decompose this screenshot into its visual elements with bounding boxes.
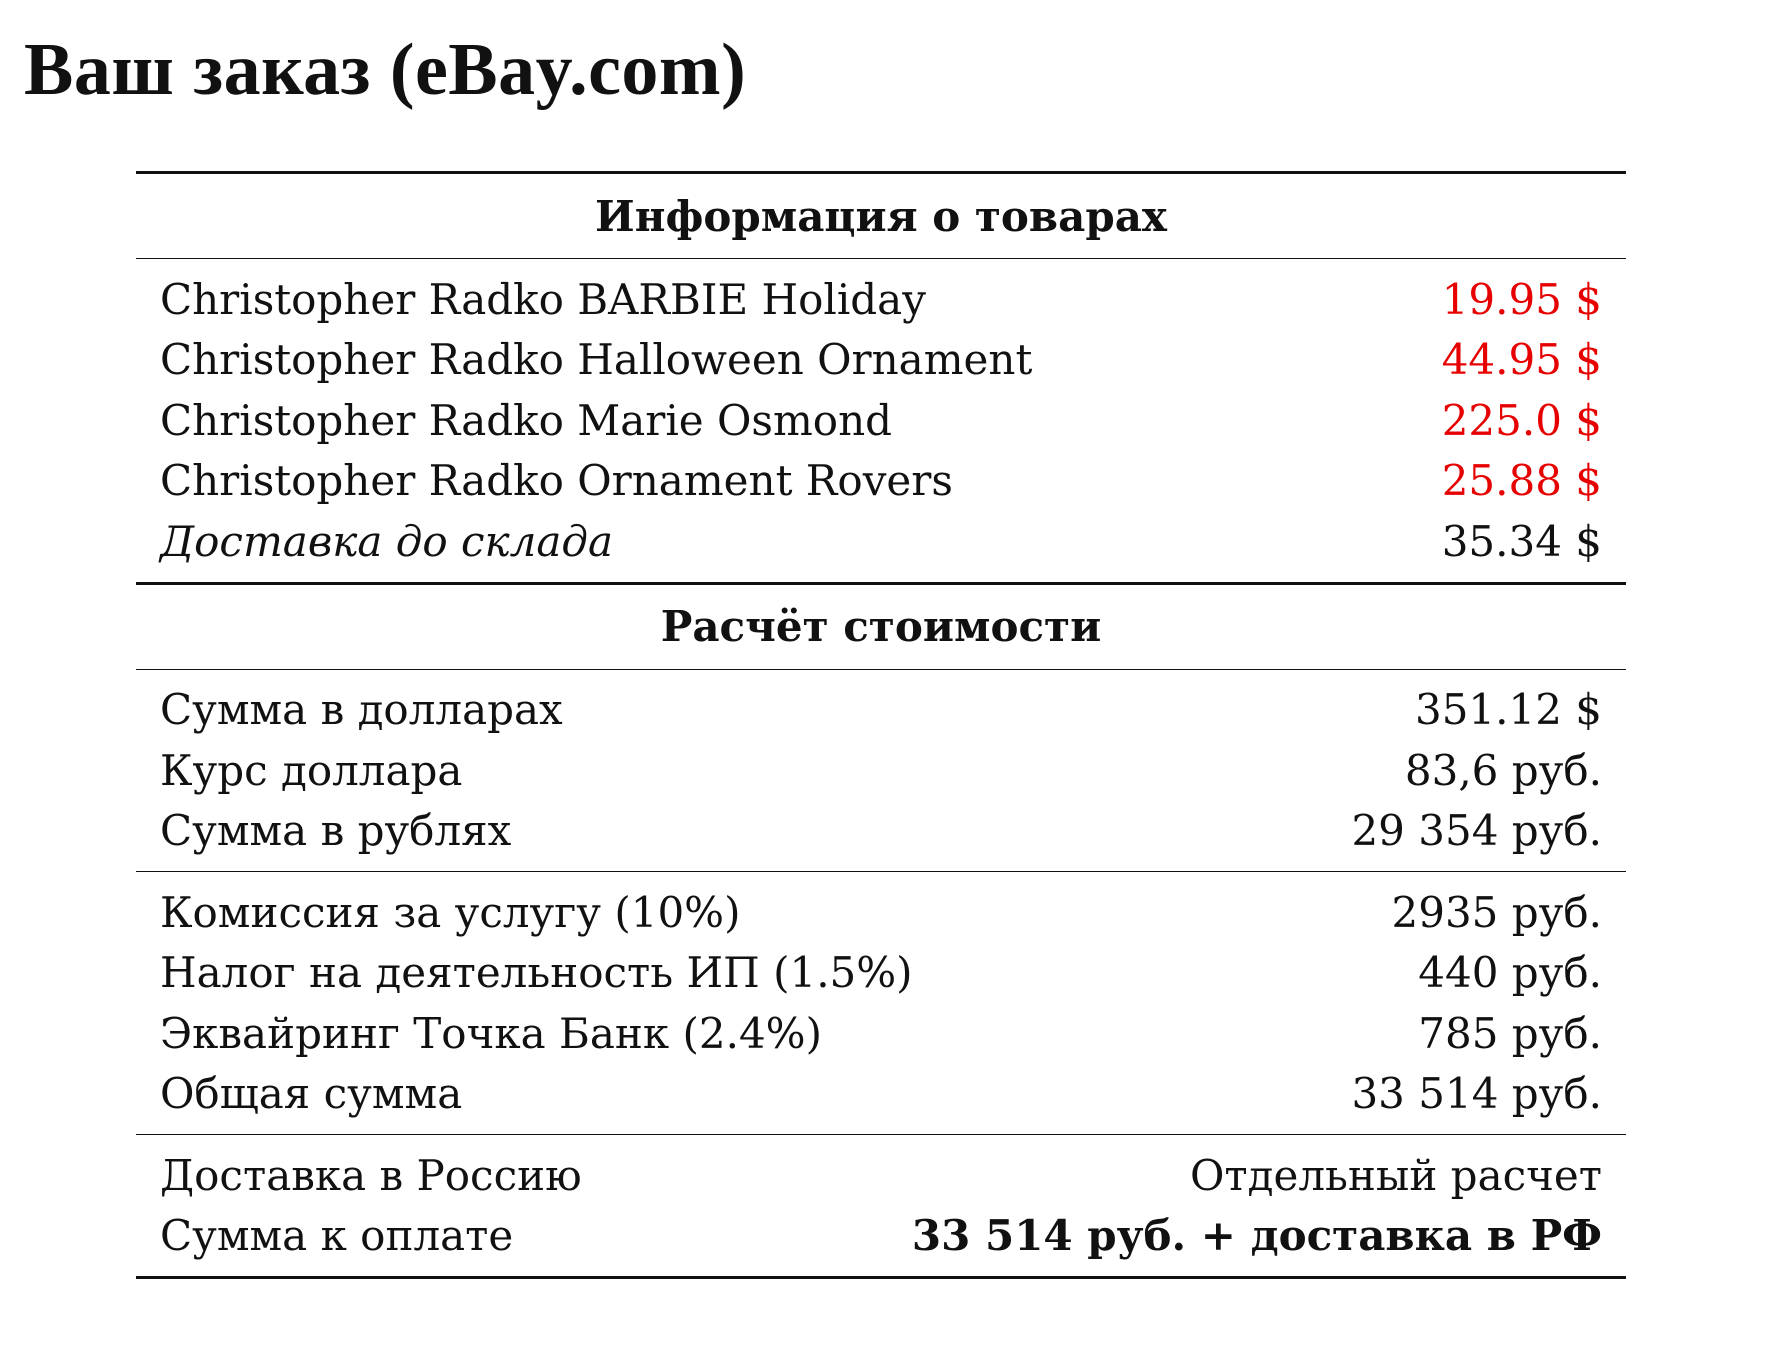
russia-shipping-row bbox=[136, 1145, 1626, 1206]
item-name: Christopher Radko Ornament Rovers bbox=[160, 456, 953, 506]
exchange-rate-row bbox=[136, 740, 1626, 801]
item-name: Christopher Radko BARBIE Holiday bbox=[160, 274, 926, 324]
service-fee-label: Комиссия за услугу (10%) bbox=[160, 887, 741, 937]
items-section-heading: Информация о товарах bbox=[595, 191, 1167, 241]
item-name: Christopher Radko Marie Osmond bbox=[160, 395, 893, 445]
order-table bbox=[136, 171, 1626, 1279]
amount-due-value: 33 514 руб. + доставка в РФ bbox=[911, 1211, 1602, 1261]
page-title: Ваш заказ (eBay.com) bbox=[24, 29, 747, 111]
items-group bbox=[136, 259, 1626, 582]
rub-total-value: 29 354 руб. bbox=[1351, 806, 1602, 856]
item-price: 25.88 $ bbox=[1441, 456, 1602, 506]
service-fee-row bbox=[136, 882, 1626, 943]
item-name: Christopher Radko Halloween Ornament bbox=[160, 335, 1033, 385]
final-group bbox=[136, 1135, 1626, 1276]
warehouse-shipping-label: Доставка до склада bbox=[160, 516, 614, 566]
grand-total-label: Общая сумма bbox=[160, 1069, 463, 1119]
russia-shipping-value: Отдельный расчет bbox=[1189, 1150, 1602, 1200]
fees-group bbox=[136, 872, 1626, 1134]
acquiring-value: 785 руб. bbox=[1418, 1008, 1602, 1058]
russia-shipping-label: Доставка в Россию bbox=[160, 1150, 582, 1200]
usd-total-value: 351.12 $ bbox=[1414, 685, 1602, 735]
conversion-group bbox=[136, 670, 1626, 872]
warehouse-shipping-value: 35.34 $ bbox=[1441, 516, 1602, 566]
item-price: 225.0 $ bbox=[1441, 395, 1602, 445]
rub-total-row bbox=[136, 801, 1626, 862]
amount-due-row bbox=[136, 1206, 1626, 1267]
item-row bbox=[136, 269, 1626, 330]
bottom-rule bbox=[136, 1276, 1626, 1279]
exchange-rate-label: Курс доллара bbox=[160, 745, 463, 795]
tax-value: 440 руб. bbox=[1418, 948, 1602, 998]
item-row bbox=[136, 390, 1626, 451]
rub-total-label: Сумма в рублях bbox=[160, 806, 512, 856]
cost-section-heading: Расчёт стоимости bbox=[660, 602, 1102, 651]
item-row bbox=[136, 451, 1626, 512]
warehouse-shipping-row bbox=[136, 511, 1626, 572]
item-price: 44.95 $ bbox=[1441, 335, 1602, 385]
tax-row bbox=[136, 943, 1626, 1004]
amount-due-label: Сумма к оплате bbox=[160, 1211, 514, 1261]
service-fee-value: 2935 руб. bbox=[1391, 887, 1602, 937]
usd-total-row bbox=[136, 680, 1626, 741]
grand-total-row bbox=[136, 1064, 1626, 1125]
exchange-rate-value: 83,6 руб. bbox=[1404, 745, 1602, 795]
item-price: 19.95 $ bbox=[1441, 274, 1602, 324]
usd-total-label: Сумма в долларах bbox=[160, 685, 563, 735]
item-row bbox=[136, 330, 1626, 391]
acquiring-label: Эквайринг Точка Банк (2.4%) bbox=[160, 1008, 822, 1058]
tax-label: Налог на деятельность ИП (1.5%) bbox=[160, 948, 913, 998]
acquiring-row bbox=[136, 1003, 1626, 1064]
grand-total-value: 33 514 руб. bbox=[1351, 1069, 1602, 1119]
